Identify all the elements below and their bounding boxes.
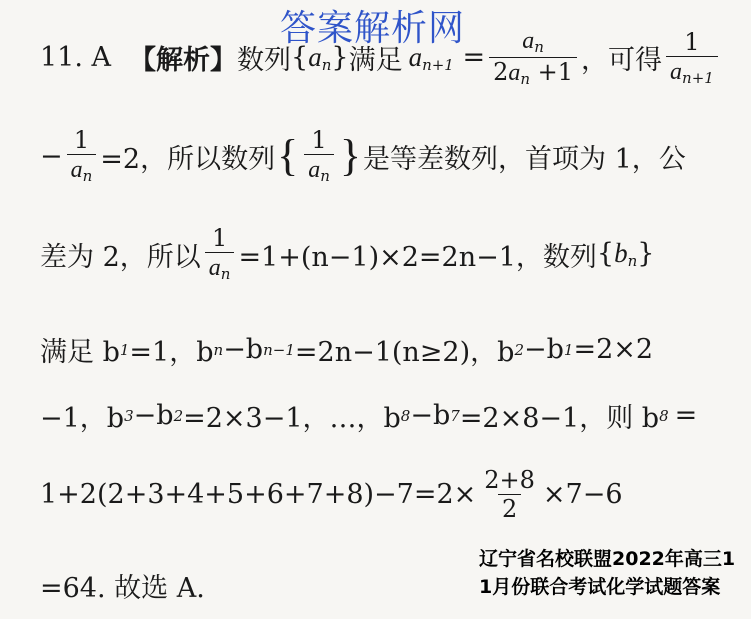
text: =2n−1(n≥2)，b	[294, 337, 515, 368]
stamp-line-1: 辽宁省名校联盟2022年高三1	[479, 548, 736, 570]
text: =1+(n−1)×2=2n−1，数列	[238, 241, 597, 273]
text: −b	[223, 334, 264, 365]
fraction-1-over-an: $\frac{1}{a_n}$	[67, 128, 97, 184]
solution-line-7	[40, 566, 205, 605]
solution-line-3	[40, 226, 654, 282]
fraction-1-over-an1: $\frac{1}{a_{n+1}}$	[666, 30, 718, 86]
analysis-tag: 【解析】	[129, 45, 238, 76]
problem-number: 11. A	[40, 42, 112, 73]
recurrence: $a_{n+1}$ =	[408, 41, 486, 74]
stamp-line-2: 1月份联合考试化学试题答案	[479, 576, 721, 598]
text: =	[674, 400, 698, 431]
text: 是等差数列，首项为 1，公	[363, 143, 686, 175]
solution-line-5: −1，b 3 −b 2 =2×3−1，…，b 8 −b 7 =2×8−1，则 b 8 =	[40, 396, 697, 435]
text: −1，b	[40, 403, 125, 434]
fraction-1-over-an: $\frac{1}{a_n}$	[304, 128, 334, 184]
conclusion-text: =64. 故选 A.	[40, 573, 205, 604]
fraction-an-over: $\frac{a_n}{2a_n +1}$	[489, 28, 577, 87]
text: =2，所以数列	[100, 143, 276, 175]
watermark-title: 答案解析网	[280, 8, 466, 48]
text: 满足 b	[40, 337, 120, 368]
text: 1+2(2+3+4+5+6+7+8)−7=2×	[40, 479, 477, 510]
source-stamp	[479, 545, 743, 601]
fraction-sum: $\frac{2+8}{2}$	[484, 466, 535, 523]
text: =2×3−1，…，b	[183, 403, 401, 434]
text: 差为 2，所以	[40, 241, 201, 273]
solution-line-2: − $\frac{1}{a_n}$ =2，所以数列 { $\frac{1}{a_n}$ } 是等差数列，首项为 1，公	[40, 126, 686, 185]
sequence-an: $\{a_n\}$	[291, 41, 349, 74]
text: −b	[133, 400, 174, 431]
text: ，可得	[581, 45, 663, 76]
sequence-bn: $\{b_n\}$	[596, 238, 655, 270]
text: −b	[410, 400, 451, 431]
text: =2×2	[573, 334, 654, 365]
text: =1，b	[129, 337, 214, 368]
text: =2×8−1，则 b	[459, 403, 660, 434]
solution-line-1	[40, 28, 722, 87]
text: −b	[523, 334, 564, 365]
text: 满足	[348, 45, 403, 76]
solution-line-4: 满足 b 1 =1，b n −b n−1 =2n−1(n≥2)，b 2 −b 1 =2×2	[40, 330, 653, 369]
solution-line-6	[40, 468, 623, 521]
fraction-1-over-an: $\frac{1}{a_n}$	[205, 226, 235, 282]
text: ×7−6	[542, 479, 623, 510]
text: 数列	[237, 45, 292, 76]
